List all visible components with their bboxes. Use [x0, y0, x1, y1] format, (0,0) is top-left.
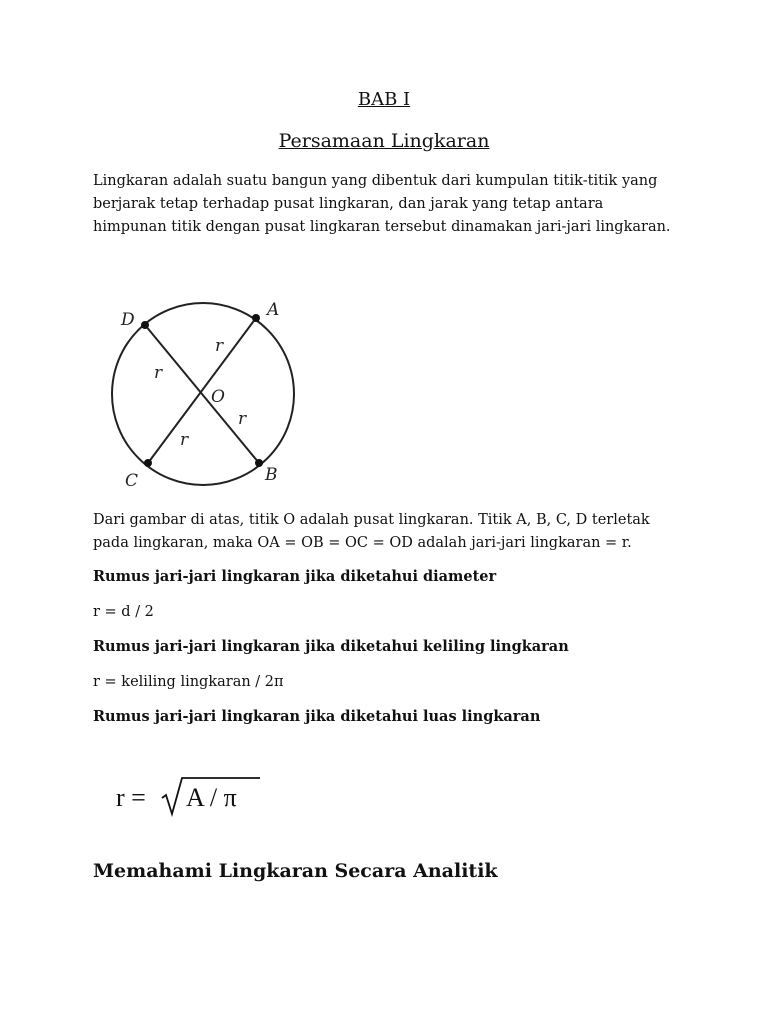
point-b-dot — [255, 459, 263, 467]
label-r-lower-right: r — [238, 409, 247, 429]
point-a-dot — [252, 314, 260, 322]
explanation-paragraph: Dari gambar di atas, titik O adalah pusat lingkaran. Titik A, B, C, D terletak pada lingkaran, maka OA = OB = OC = OD adalah jari-jari lingkaran = r. — [93, 512, 650, 551]
label-r-upper-right: r — [215, 336, 224, 356]
point-c-dot — [144, 459, 152, 467]
label-center-o: O — [211, 387, 225, 407]
chapter-heading: BAB I — [357, 89, 411, 110]
page-title: Persamaan Lingkaran — [278, 130, 490, 152]
point-d-dot — [141, 321, 149, 329]
circle-diagram — [93, 273, 311, 495]
diameter-d-b — [145, 325, 259, 463]
formula-area-image — [112, 770, 262, 820]
formula-circumference: r = keliling lingkaran / 2π — [93, 674, 284, 690]
formula-diameter: r = d / 2 — [93, 604, 154, 620]
label-r-lower-left: r — [180, 430, 189, 450]
label-a: A — [267, 300, 280, 320]
formula-area-radicand: A / π — [186, 783, 237, 812]
label-b: B — [265, 465, 278, 485]
formula-heading-diameter: Rumus jari-jari lingkaran jika diketahui diameter — [93, 568, 497, 585]
formula-heading-area: Rumus jari-jari lingkaran jika diketahui luas lingkaran — [93, 708, 541, 725]
formula-area-lhs: r = — [116, 783, 146, 812]
label-r-upper-left: r — [154, 363, 163, 383]
label-d: D — [121, 310, 135, 330]
formula-heading-circumference: Rumus jari-jari lingkaran jika diketahui keliling lingkaran — [93, 638, 569, 655]
label-c: C — [125, 471, 139, 491]
intro-paragraph: Lingkaran adalah suatu bangun yang dibentuk dari kumpulan titik-titik yang berjarak tetap terhadap pusat lingkaran, dan jarak yang tetap antara himpunan titik dengan pusat lingkaran tersebut dinamakan jari-jari lingkaran. — [93, 173, 671, 235]
section-heading: Memahami Lingkaran Secara Analitik — [93, 860, 498, 882]
